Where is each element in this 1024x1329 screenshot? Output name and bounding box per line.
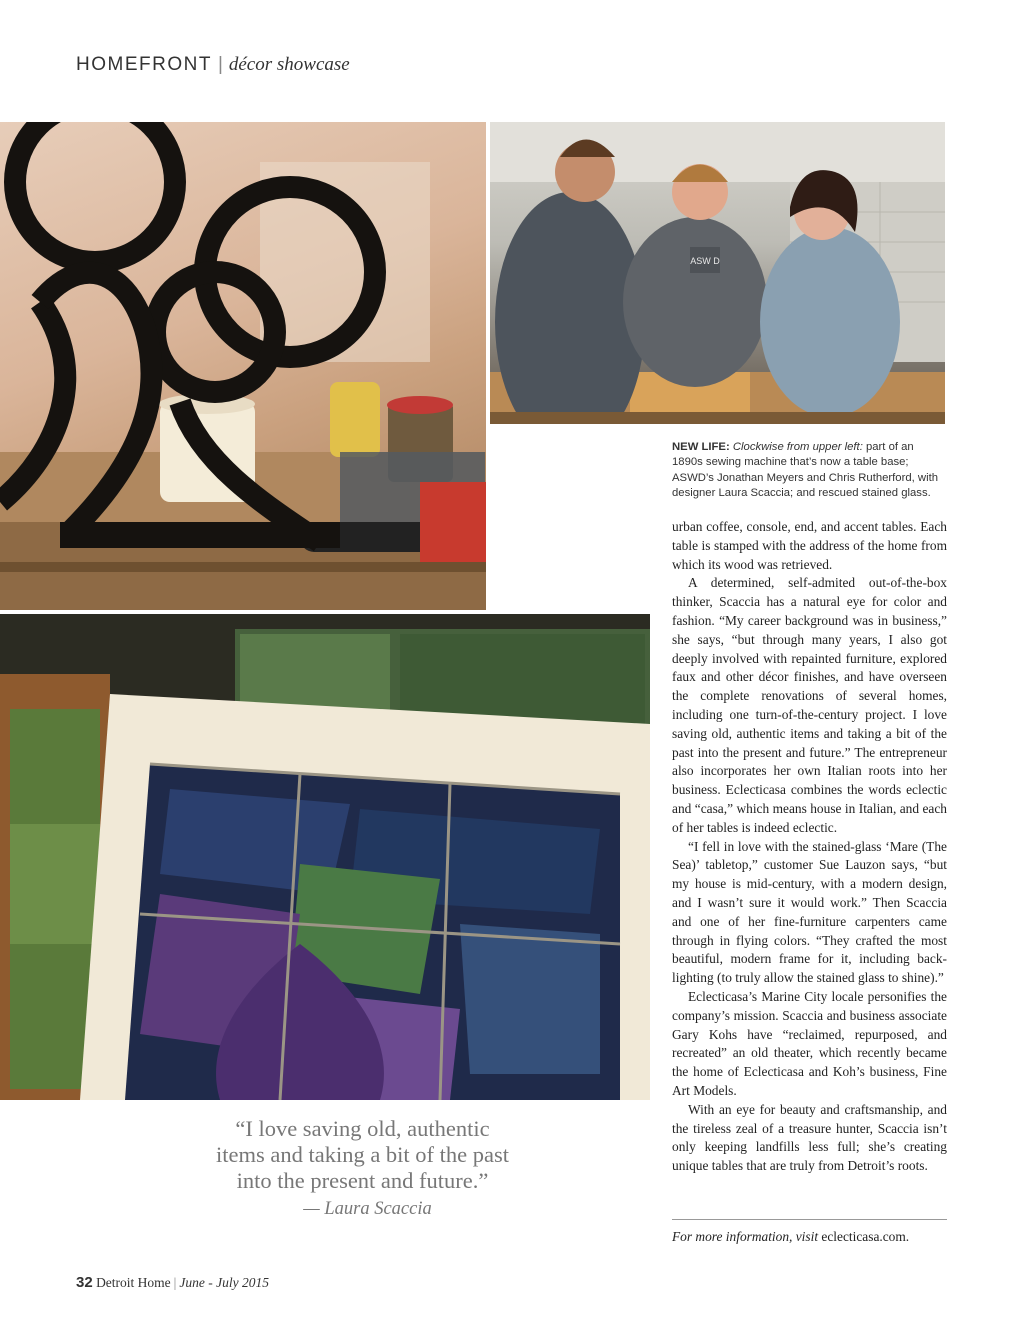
photo-caption (672, 440, 947, 502)
article-paragraph: A determined, self-admited out-of-the-box thinker, Scaccia has a natural eye for color and fashion. “My career background was in business,” she says, “but through many years, I also got deeply involved with repainted furniture, explored faux and other décor finishes, and have overseen the complete renovations of several homes, including one turn-of-the-century project. I love saving old, authentic items and taking a bit of the past into the present and future.” The entrepreneur also incorporates her own Italian roots into her business. Eclecticasa combines the words eclectic and “casa,” which means house in Italian, and each of her tables is indeed eclectic. (672, 575, 947, 835)
pull-quote (170, 1116, 555, 1222)
article-paragraph: Eclecticasa’s Marine City locale personifies the company’s mission. Scaccia and business associate Gary Kohs have “reclaimed, repurposed, and recreated” an old theater, which recently became the home of Eclecticasa and Koh’s business, Fine Art Models. (672, 988, 947, 1098)
sewing-machine-photo (0, 122, 486, 610)
shirt-logo: ASW D (690, 256, 720, 266)
sewing-machine-illustration (0, 122, 486, 610)
section-name: HOMEFRONT (76, 54, 212, 75)
more-info-link[interactable]: eclecticasa.com. (818, 1229, 910, 1244)
section-header (76, 54, 350, 76)
workshop-illustration (490, 122, 945, 424)
caption-label: NEW LIFE: (672, 441, 730, 453)
stained-glass-illustration (0, 614, 650, 1100)
quote-line: items and taking a bit of the past (215, 1142, 510, 1167)
more-info-lead: For more information, visit (672, 1229, 819, 1244)
page-number: 32 (76, 1274, 93, 1291)
workshop-people-photo (490, 122, 945, 424)
more-info (672, 1228, 947, 1246)
header-divider: | (217, 54, 223, 75)
divider-rule (672, 1219, 947, 1220)
subsection-name: décor showcase (228, 54, 350, 75)
footer-divider: | (173, 1275, 177, 1290)
caption-text: part of an 1890s sewing machine that’s now a table base; ASWD’s Jonathan Meyers and Chris Rutherford, with designer Laura Scaccia; and rescued stained glass. (672, 441, 939, 500)
quote-line: “I love saving old, authentic (235, 1116, 490, 1141)
article-paragraph: urban coffee, console, end, and accent tables. Each table is stamped with the address of the home from which its wood was retrieved. (672, 519, 947, 572)
article-paragraph: “I fell in love with the stained-glass ‘Mare (The Sea)’ tabletop,” customer Sue Lauzon says, “but my house is mid-century, with a modern design, and I wasn’t sure it would work.” Then Scaccia and one of her fine-furniture carpenters came through in flying colors. “They crafted the most beautiful, modern frame for it, including back-lighting (to truly allow the stained glass to shine).” (672, 838, 947, 986)
article-paragraph: With an eye for beauty and craftsmanship, and the tireless zeal of a treasure hunter, Scaccia isn’t only keeping landfills less full; she’s creating unique tables that are truly from Detroit’s roots. (672, 1101, 947, 1174)
article-body (672, 518, 947, 1176)
page-footer (76, 1274, 269, 1291)
caption-lead: Clockwise from upper left: (732, 441, 863, 453)
magazine-name: Detroit Home (96, 1275, 171, 1290)
quote-line: into the present and future.” (236, 1168, 489, 1193)
stained-glass-photo (0, 614, 650, 1100)
issue-date: June - July 2015 (179, 1275, 269, 1290)
quote-author: — Laura Scaccia (303, 1199, 432, 1219)
